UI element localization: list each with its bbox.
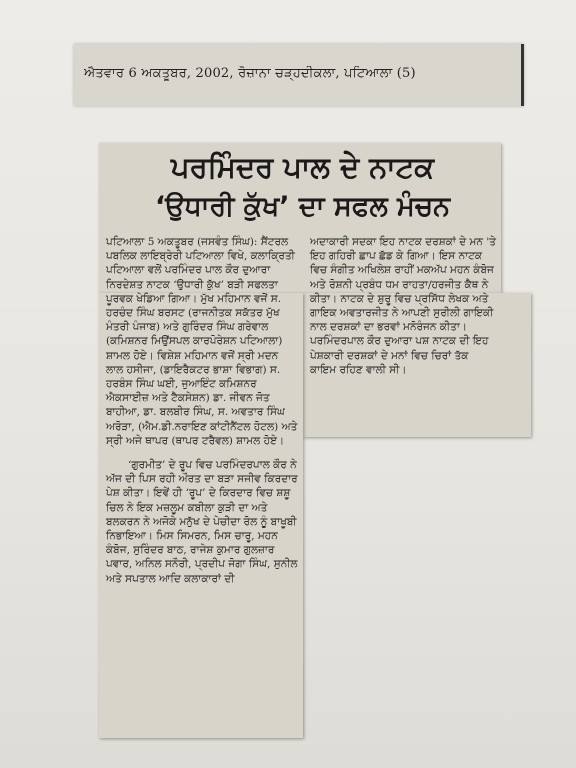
headline-line-2: ‘ਉਧਾਰੀ ਕੁੱਖ’ ਦਾ ਸਫਲ ਮੰਚਨ <box>154 191 451 222</box>
article-left-column <box>106 235 298 586</box>
headline-line-1: ਪਰਮਿੰਦਰ ਪਾਲ ਦੇ ਨਾਟਕ <box>170 150 435 184</box>
left-paragraph-1: ਪਟਿਆਲਾ 5 ਅਕਤੂਬਰ (ਜਸਵੰਤ ਸਿੰਘ): ਸੈਂਟਰਲ ਪਬਲਿਕ ਲਾਇਬ੍ਰੇਰੀ ਪਟਿਆਲਾ ਵਿਖੇ, ਕਲਾਕ੍ਰਿਤੀ ਪਟਿਆਲਾ ਵਲੋਂ ਪਰਮਿੰਦਰ ਪਾਲ ਕੌਰ ਦੁਆਰਾ ਨਿਰਦੇਸ਼ਤ ਨਾਟਕ ‘ਉਧਾਰੀ ਕੁੱਖ’ ਬੜੀ ਸਫਲਤਾ ਪੂਰਵਕ ਖੇਡਿਆ ਗਿਆ। ਮੁੱਖ ਮਹਿਮਾਨ ਵਜੋਂ ਸ. ਹਰਚੰਦ ਸਿੰਘ ਬਰਸਟ (ਰਾਜਨੀਤਕ ਸਕੱਤਰ ਮੁੱਖ ਮੰਤਰੀ ਪੰਜਾਬ) ਅਤੇ ਗੁਰਿੰਦਰ ਸਿੰਘ ਗਰੇਵਾਲ (ਕਮਿਸ਼ਨਰ ਮਿਉਂਸਪਲ ਕਾਰਪੋਰੇਸ਼ਨ ਪਟਿਆਲਾ) ਸ਼ਾਮਲ ਹੋਏ। ਵਿਸ਼ੇਸ਼ ਮਹਿਮਾਨ ਵਜੋਂ ਸ੍ਰੀ ਮਦਨ ਲਾਲ ਹਸੀਜਾ, (ਡਾਇਰੈਕਟਰ ਭਾਸ਼ਾ ਵਿਭਾਗ) ਸ. ਹਰਬੰਸ ਸਿੰਘ ਘਈ, ਜੁਆਇੰਟ ਕਮਿਸ਼ਨਰ ਐਕਸਾਈਜ਼ ਅਤੇ ਟੈਕਸੇਸ਼ਨ) ਡਾ. ਜੀਵਨ ਜੋਤ ਬਾਹੀਆ, ਡਾ. ਬਲਬੀਰ ਸਿੰਘ, ਸ. ਅਵਤਾਰ ਸਿੰਘ ਅਰੋੜਾ, (ਐਮ.ਡੀ.ਨਰਾਇਣ ਕਾਂਟੀਨੈਂਟਲ ਹੋਟਲ) ਅਤੇ ਸ੍ਰੀ ਅਜੇ ਥਾਪਰ (ਥਾਪਰ ਟਰੈਵਲ) ਸ਼ਾਮਲ ਹੋਏ। <box>106 236 298 447</box>
newspaper-masthead-strip <box>74 44 524 106</box>
right-paragraph: ਅਦਾਕਾਰੀ ਸਦਕਾ ਇਹ ਨਾਟਕ ਦਰਸ਼ਕਾਂ ਦੇ ਮਨ 'ਤੇ ਇਹ ਗਹਿਰੀ ਛਾਪ ਛੱਡ ਕੇ ਗਿਆ। ਇਸ ਨਾਟਕ ਵਿਚ ਸੰਗੀਤ ਅਖਿਲੇਸ਼ ਰਾਹੀਂ ਮਕਅੱਪ ਮਹਨ ਕੰਬੋਜ ਅਤੇ ਰੋਸ਼ਨੀ ਪ੍ਰਬੰਧ ਧਮ ਰਾਹਤਾ/ਹਰਜੀਤ ਕੈਥ ਨੇ ਕੀਤਾ। ਨਾਟਕ ਦੇ ਸ਼ੁਰੂ ਵਿਚ ਪ੍ਰਸਿੱਧ ਲੇਖਕ ਅਤੇ ਗਾਇਕ ਅਵਤਾਰਜੀਤ ਨੇ ਆਪਣੀ ਸੁਰੀਲੀ ਗਾਇਕੀ ਨਾਲ ਦਰਸ਼ਕਾਂ ਦਾ ਭਰਵਾਂ ਮਨੋਰੰਜਨ ਕੀਤਾ। ਪਰਮਿੰਦਰਪਾਲ ਕੌਰ ਦੁਆਰਾ ਪਸ਼ ਨਾਟਕ ਦੀ ਇਹ ਪੇਸ਼ਕਾਰੀ ਦਰਸ਼ਕਾਂ ਦੇ ਮਨਾਂ ਵਿਚ ਚਿਰਾਂ ਤੱਕ ਕਾਇਮ ਰਹਿਣ ਵਾਲੀ ਸੀ। <box>310 236 496 376</box>
article-headline <box>110 148 495 226</box>
masthead-date-line: ਐਤਵਾਰ 6 ਅਕਤੂਬਰ, 2002, ਰੋਜ਼ਾਨਾ ਚੜ੍ਹਦੀਕਲਾ, ਪਟਿਆਲਾ (5) <box>84 66 416 81</box>
left-paragraph-2: ‘ਗੁਰਮੀਤ’ ਦੇ ਰੂਪ ਵਿਚ ਪਰਮਿੰਦਰਪਾਲ ਕੌਰ ਨੇ ਅੱਜ ਦੀ ਪਿਸ ਰਹੀ ਔਰਤ ਦਾ ਬੜਾ ਸਜੀਵ ਕਿਰਦਾਰ ਪੇਸ਼ ਕੀਤਾ। ਇਵੇਂ ਹੀ ‘ਰੂਪ’ ਦੇ ਕਿਰਦਾਰ ਵਿਚ ਸ਼ਸ਼ੂ ਚਿਲ ਨੇ ਇਕ ਮਜ਼ਲੂਮ ਕਬੀਲਾ ਕੁੜੀ ਦਾ ਅਤੇ ਬਲਕਰਨ ਨੇ ਅਜੋਕੇ ਮਨੁੱਖ ਦੇ ਪੇਚੀਦਾ ਰੋਲ ਨੂੰ ਬਾਖੂਬੀ ਨਿਭਾਇਆ। ਮਿਸ ਸਿਮਰਨ, ਮਿਸ ਚਾਰੂ, ਮਹਨ ਕੰਬੋਜ, ਸੁਰਿੰਦਰ ਬਾਠ, ਰਾਜੇਸ਼ ਕੁਮਾਰ ਗੁਲਜ਼ਾਰ ਪਵਾਰ, ਅਨਿਲ ਸਨੌਰੀ, ਪ੍ਰਦੀਪ ਜੋਗਾ ਸਿੰਘ, ਸੁਨੀਲ ਅਤੇ ਸਪਤਾਲ ਆਦਿ ਕਲਾਕਾਰਾਂ ਦੀ <box>106 459 298 585</box>
article-right-column <box>310 235 496 377</box>
